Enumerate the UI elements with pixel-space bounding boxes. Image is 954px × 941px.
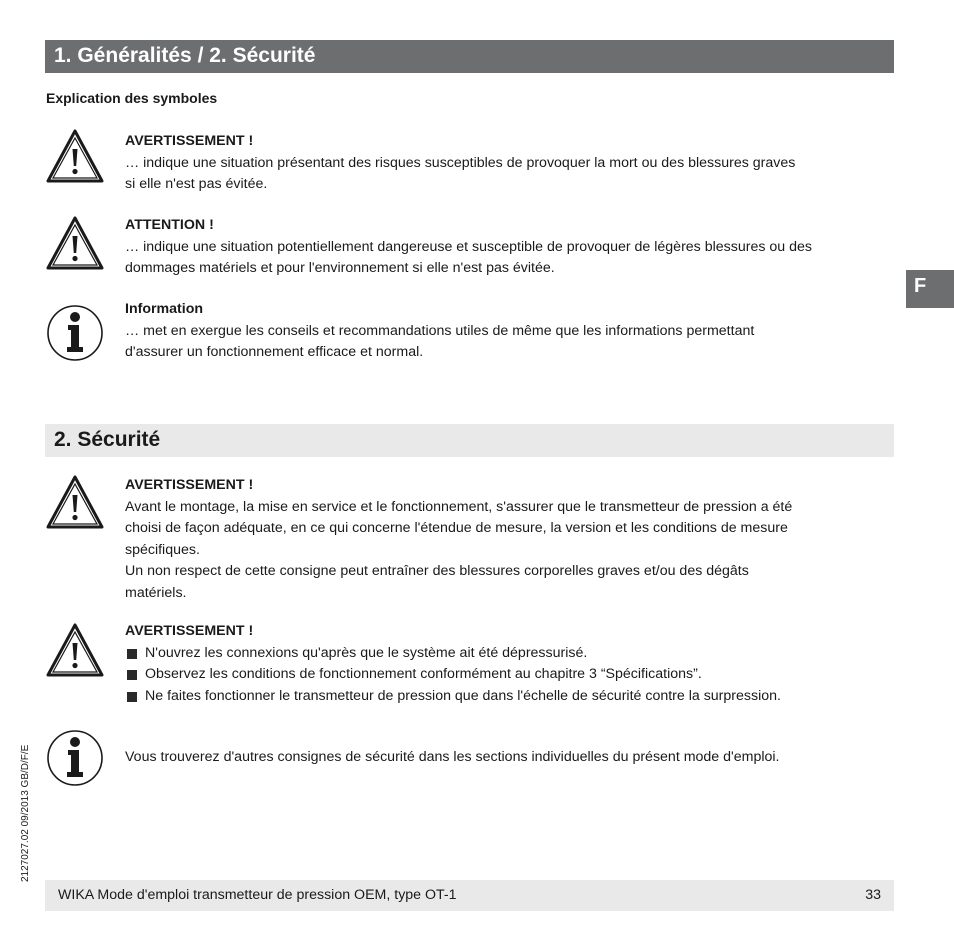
language-tab: [906, 270, 954, 308]
footer-title: WIKA Mode d'emploi transmetteur de pression OEM, type OT-1: [58, 887, 457, 903]
symbol-attention-block: [125, 215, 900, 280]
page-footer: [45, 880, 894, 911]
symbol-text-line: … indique une situation présentant des risques susceptibles de provoquer la mort ou des blessures graves: [125, 154, 796, 171]
symbol-text-line: … met en exergue les conseils et recommandations utiles de même que les informations permettant: [125, 322, 755, 339]
warning-triangle-icon: [45, 474, 105, 530]
symbol-info-block: [125, 299, 900, 364]
warning-text-line: matériels.: [125, 584, 187, 601]
warning-bullet-list: [125, 643, 900, 708]
symbol-text-line: d'assurer un fonctionnement efficace et normal.: [125, 344, 424, 360]
symbol-text-line: dommages matériels et pour l'environnement si elle n'est pas évitée.: [125, 260, 555, 276]
section-header-securite: [45, 424, 894, 457]
warning-text-line: Un non respect de cette consigne peut entraîner des blessures corporelles graves et/ou des dégâts: [125, 563, 749, 579]
warning-title: AVERTISSEMENT !: [125, 477, 254, 493]
symbol-text-line: si elle n'est pas évitée.: [125, 176, 268, 192]
warning-text-line: Avant le montage, la mise en service et le fonctionnement, s'assurer que le transmetteur de pression a été: [125, 498, 793, 515]
section-title: 2. Sécurité: [54, 428, 161, 451]
warning-triangle-icon: [45, 215, 105, 271]
warning-text-line: spécifiques.: [125, 541, 200, 558]
symbol-warning-block: [125, 131, 900, 196]
page-number: 33: [865, 887, 881, 903]
safety-warning-bullets-block: [125, 621, 900, 707]
warning-triangle-icon: [45, 622, 105, 678]
info-icon: [45, 728, 105, 788]
warning-text-line: choisi de façon adéquate, en ce qui concerne l'étendue de mesure, la version et les conditions de mesure: [125, 520, 788, 536]
subheading-symbols: Explication des symboles: [46, 90, 218, 106]
section-header-generalites: [45, 40, 894, 73]
bullet-item: Observez les conditions de fonctionnement conformément au chapitre 3 “Spécifications”.: [125, 664, 900, 686]
symbol-text-line: … indique une situation potentiellement dangereuse et susceptible de provoquer de légères blessures ou des: [125, 238, 812, 255]
info-icon: [45, 303, 105, 363]
safety-info-text: Vous trouverez d'autres consignes de sécurité dans les sections individuelles du présent mode d'emploi.: [125, 749, 780, 765]
section-title: 1. Généralités / 2. Sécurité: [54, 44, 316, 67]
document-code: 2127027.02 09/2013 GB/D/F/E: [20, 744, 31, 882]
symbol-title: AVERTISSEMENT !: [125, 133, 254, 149]
warning-triangle-icon: [45, 128, 105, 184]
bullet-item: Ne faites fonctionner le transmetteur de pression que dans l'échelle de sécurité contre la surpression.: [125, 686, 900, 708]
warning-title: AVERTISSEMENT !: [125, 623, 254, 639]
symbol-title: ATTENTION !: [125, 217, 214, 233]
symbol-title: Information: [125, 301, 204, 317]
safety-warning-block: [125, 475, 900, 604]
language-tab-label: F: [914, 275, 927, 297]
bullet-item: N'ouvrez les connexions qu'après que le système ait été dépressurisé.: [125, 643, 900, 665]
